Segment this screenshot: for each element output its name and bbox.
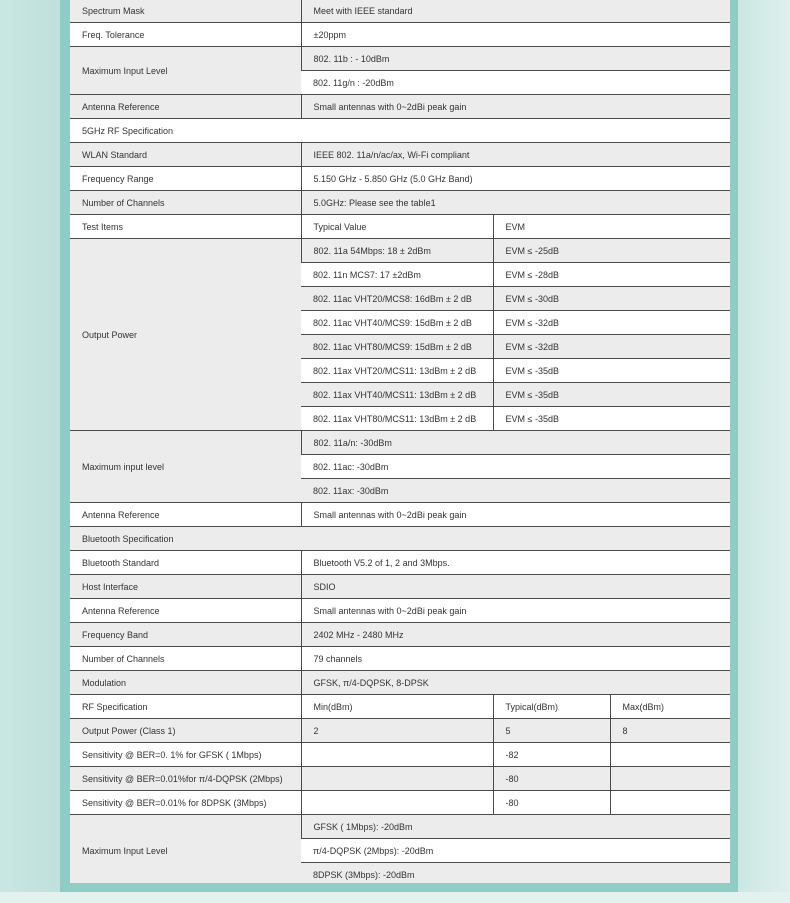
table-row <box>70 815 730 839</box>
typical-cell: 5 <box>493 719 610 743</box>
header-rf-specification: RF Specification <box>70 695 301 719</box>
row-value: 5.150 GHz - 5.850 GHz (5.0 GHz Band) <box>301 167 730 191</box>
table-row <box>70 239 730 263</box>
row-label: Maximum Input Level <box>70 47 301 95</box>
table-row <box>70 647 730 671</box>
table-row <box>70 743 730 767</box>
row-label: Maximum input level <box>70 431 301 503</box>
min-cell <box>301 791 493 815</box>
row-value: 802. 11a/n: -30dBm <box>301 431 730 455</box>
typical-cell: 802. 11ac VHT40/MCS9: 15dBm ± 2 dB <box>301 311 493 335</box>
max-cell: 8 <box>610 719 730 743</box>
evm-cell: EVM ≤ -35dB <box>493 383 730 407</box>
typical-cell: 802. 11ax VHT20/MCS11: 13dBm ± 2 dB <box>301 359 493 383</box>
typical-cell: 802. 11ax VHT80/MCS11: 13dBm ± 2 dB <box>301 407 493 431</box>
page-background-left <box>0 0 60 903</box>
row-value: Small antennas with 0~2dBi peak gain <box>301 503 730 527</box>
row-value: SDIO <box>301 575 730 599</box>
section-title: Bluetooth Specification <box>70 527 730 551</box>
typical-cell: 802. 11a 54Mbps: 18 ± 2dBm <box>301 239 493 263</box>
row-value: 79 channels <box>301 647 730 671</box>
row-label: Freq. Tolerance <box>70 23 301 47</box>
row-label: Output Power (Class 1) <box>70 719 301 743</box>
typical-cell: -80 <box>493 767 610 791</box>
header-max: Max(dBm) <box>610 695 730 719</box>
evm-cell: EVM ≤ -28dB <box>493 263 730 287</box>
table-row <box>70 623 730 647</box>
max-cell <box>610 791 730 815</box>
row-label: Sensitivity @ BER=0. 1% for GFSK ( 1Mbps) <box>70 743 301 767</box>
row-value: 5.0GHz: Please see the table1 <box>301 191 730 215</box>
min-cell <box>301 743 493 767</box>
table-row <box>70 143 730 167</box>
row-label: Bluetooth Standard <box>70 551 301 575</box>
row-value: 802. 11ac: -30dBm <box>301 455 730 479</box>
table-row <box>70 23 730 47</box>
row-label: WLAN Standard <box>70 143 301 167</box>
row-value: Small antennas with 0~2dBi peak gain <box>301 599 730 623</box>
row-value: Bluetooth V5.2 of 1, 2 and 3Mbps. <box>301 551 730 575</box>
typical-cell: 802. 11n MCS7: 17 ±2dBm <box>301 263 493 287</box>
row-label: Number of Channels <box>70 647 301 671</box>
row-label: Sensitivity @ BER=0.01% for 8DPSK (3Mbps) <box>70 791 301 815</box>
row-label: Frequency Range <box>70 167 301 191</box>
max-cell <box>610 743 730 767</box>
table-row <box>70 47 730 71</box>
row-value: 2402 MHz - 2480 MHz <box>301 623 730 647</box>
min-cell: 2 <box>301 719 493 743</box>
row-value: 802. 11b : - 10dBm <box>301 47 730 71</box>
row-label: Modulation <box>70 671 301 695</box>
section-title: 5GHz RF Specification <box>70 119 730 143</box>
row-label: Host Interface <box>70 575 301 599</box>
row-value: 8DPSK (3Mbps): -20dBm <box>301 863 730 884</box>
table-row <box>70 671 730 695</box>
row-value: GFSK ( 1Mbps): -20dBm <box>301 815 730 839</box>
row-label: Maximum Input Level <box>70 815 301 884</box>
spec-table <box>70 0 730 883</box>
table-row <box>70 551 730 575</box>
spec-sheet <box>70 0 730 883</box>
table-row <box>70 719 730 743</box>
table-row <box>70 503 730 527</box>
row-value: π/4-DQPSK (2Mbps): -20dBm <box>301 839 730 863</box>
row-label: Antenna Reference <box>70 599 301 623</box>
table-row <box>70 599 730 623</box>
typical-cell: -80 <box>493 791 610 815</box>
table-header-row <box>70 215 730 239</box>
header-typical: Typical(dBm) <box>493 695 610 719</box>
table-row <box>70 95 730 119</box>
evm-cell: EVM ≤ -35dB <box>493 407 730 431</box>
evm-cell: EVM ≤ -32dB <box>493 311 730 335</box>
table-row <box>70 431 730 455</box>
header-min: Min(dBm) <box>301 695 493 719</box>
row-label: Output Power <box>70 239 301 431</box>
page-background-bottom <box>0 892 790 903</box>
row-value: IEEE 802. 11a/n/ac/ax, Wi-Fi compliant <box>301 143 730 167</box>
min-cell <box>301 767 493 791</box>
row-value: Meet with IEEE standard <box>301 0 730 23</box>
evm-cell: EVM ≤ -30dB <box>493 287 730 311</box>
typical-cell: -82 <box>493 743 610 767</box>
row-label: Frequency Band <box>70 623 301 647</box>
evm-cell: EVM ≤ -35dB <box>493 359 730 383</box>
row-label: Antenna Reference <box>70 95 301 119</box>
evm-cell: EVM ≤ -32dB <box>493 335 730 359</box>
row-value: ±20ppm <box>301 23 730 47</box>
row-value: GFSK, π/4-DQPSK, 8-DPSK <box>301 671 730 695</box>
section-header-5ghz <box>70 119 730 143</box>
section-header-bluetooth <box>70 527 730 551</box>
row-label: Spectrum Mask <box>70 0 301 23</box>
typical-cell: 802. 11ac VHT20/MCS8: 16dBm ± 2 dB <box>301 287 493 311</box>
table-row <box>70 167 730 191</box>
header-typical-value: Typical Value <box>301 215 493 239</box>
table-row <box>70 791 730 815</box>
table-row <box>70 0 730 23</box>
typical-cell: 802. 11ax VHT40/MCS11: 13dBm ± 2 dB <box>301 383 493 407</box>
evm-cell: EVM ≤ -25dB <box>493 239 730 263</box>
row-label: Sensitivity @ BER=0.01%for π/4-DQPSK (2Mbps) <box>70 767 301 791</box>
max-cell <box>610 767 730 791</box>
typical-cell: 802. 11ac VHT80/MCS9: 15dBm ± 2 dB <box>301 335 493 359</box>
table-row <box>70 767 730 791</box>
header-test-items: Test Items <box>70 215 301 239</box>
header-evm: EVM <box>493 215 730 239</box>
row-value: 802. 11ax: -30dBm <box>301 479 730 503</box>
table-row <box>70 575 730 599</box>
row-value: 802. 11g/n : -20dBm <box>301 71 730 95</box>
page-background-right <box>738 0 790 903</box>
table-header-row <box>70 695 730 719</box>
row-label: Antenna Reference <box>70 503 301 527</box>
row-label: Number of Channels <box>70 191 301 215</box>
row-value: Small antennas with 0~2dBi peak gain <box>301 95 730 119</box>
table-row <box>70 191 730 215</box>
